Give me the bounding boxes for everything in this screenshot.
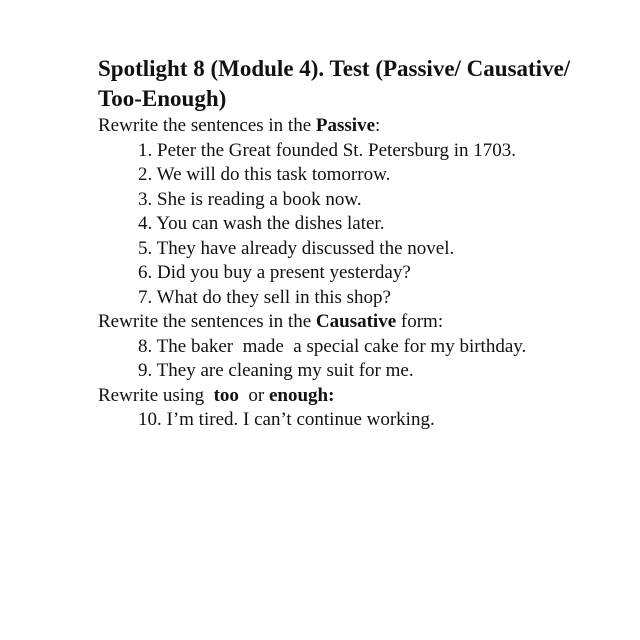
enough-keyword: enough: xyxy=(268,384,335,406)
passive-task-list xyxy=(98,139,628,311)
task-item-7: 7. What do they sell in this shop? xyxy=(138,286,391,308)
too-keyword: too xyxy=(213,384,239,406)
passive-instruction: Rewrite the sentences in the Passive: xyxy=(98,115,381,136)
causative-keyword: Causative xyxy=(315,311,397,332)
task-item-10: 10. I’m tired. I can’t continue working. xyxy=(138,409,435,430)
task-item-2: 2. We will do this task tomorrow. xyxy=(138,164,391,185)
task-item-3: 3. She is reading a book now. xyxy=(138,188,362,210)
task-item-5: 5. They have already discussed the novel. xyxy=(138,237,455,259)
too-enough-instruction: Rewrite using too or enough: xyxy=(98,384,335,406)
task-item-4: 4. You can wash the dishes later. xyxy=(138,213,385,234)
title-line-2: Too-Enough) xyxy=(98,86,227,111)
causative-task-list xyxy=(98,335,628,384)
task-item-1: 1. Peter the Great founded St. Petersburg in 1703. xyxy=(138,139,516,161)
causative-instruction: Rewrite the sentences in the Causative form: xyxy=(98,311,444,332)
document-title xyxy=(98,54,628,114)
too-enough-task-list xyxy=(98,408,628,433)
passive-keyword: Passive xyxy=(315,115,376,136)
test-document xyxy=(98,54,628,433)
task-item-6: 6. Did you buy a present yesterday? xyxy=(138,262,411,283)
task-item-9: 9. They are cleaning my suit for me. xyxy=(138,360,414,381)
task-item-8: 8. The baker made a special cake for my birthday. xyxy=(138,335,527,357)
title-line-1: Spotlight 8 (Module 4). Test (Passive/ Causative/ xyxy=(98,56,571,81)
